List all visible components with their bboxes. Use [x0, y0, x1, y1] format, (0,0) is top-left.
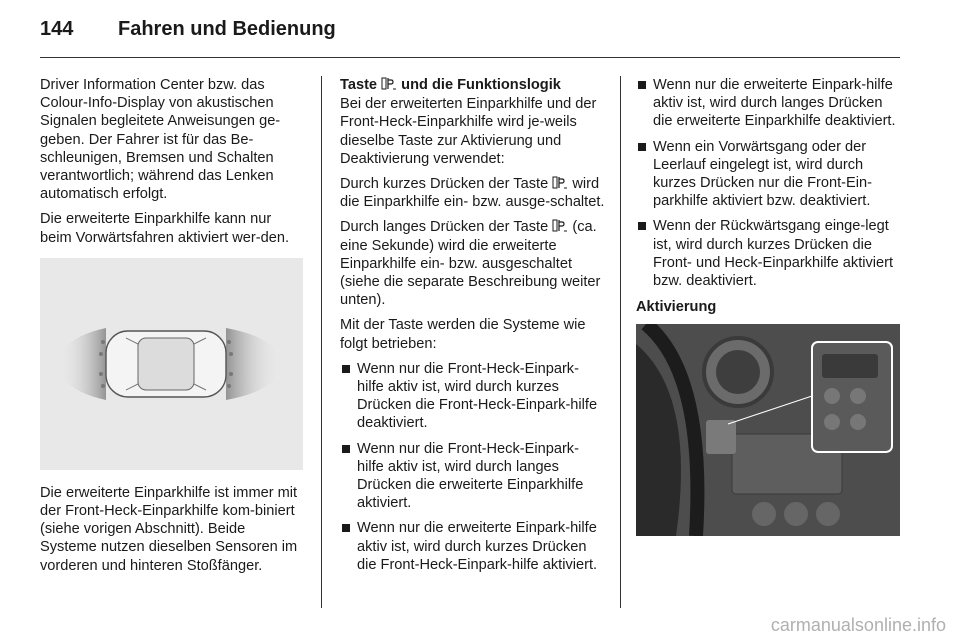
paragraph-text: Durch kurzes Drücken der Taste — [340, 176, 549, 193]
paragraph: Driver Information Center bzw. das Colour-Info-Display von akustischen Signalen begleitete Anweisungen ge-geben. Der Fahrer ist für das Be-schleunigen, Bremsen und Schalten verantwortlich; während das Lenken automatisch erfolgt. — [40, 77, 281, 203]
list-item — [636, 76, 904, 131]
section-heading: Aktivierung — [636, 299, 717, 316]
list-item-text: Wenn nur die erweiterte Einpark-hilfe aktiv ist, wird durch langes Drücken die erweiterte Einparkhilfe deaktiviert. — [653, 77, 896, 130]
page-number: 144 — [40, 18, 74, 40]
subheading-text: Taste — [340, 77, 378, 93]
list-item — [340, 440, 605, 513]
subheading — [340, 76, 605, 94]
page-title: Fahren und Bedienung — [118, 18, 336, 40]
list-item-text: Wenn nur die Front-Heck-Einpark-hilfe aktiv ist, wird durch kurzes Drücken die Front-Heck-Einpark-hilfe deaktiviert. — [357, 360, 598, 432]
list-item — [340, 360, 605, 433]
column-divider — [620, 76, 621, 608]
bullet-list — [340, 360, 605, 574]
list-item-text: Wenn ein Vorwärtsgang oder der Leerlauf eingelegt ist, wird durch kurzes Drücken nur die Front-Ein-parkhilfe aktiviert bzw. deaktiviert. — [653, 138, 872, 210]
list-item — [636, 217, 904, 290]
paragraph: Mit der Taste werden die Systeme wie folgt betrieben: — [340, 317, 586, 352]
paragraph-text: Durch langes Drücken der Taste — [340, 219, 549, 236]
bullet-square-icon — [342, 445, 350, 453]
paragraph: Bei der erweiterten Einparkhilfe und der Front-Heck-Einparkhilfe wird je-weils dieselbe Taste zur Aktivierung und Deaktivierung verwendet: — [340, 96, 597, 167]
dashboard-illustration — [636, 324, 900, 536]
paragraph — [340, 218, 605, 309]
paragraph — [340, 175, 605, 211]
bullet-square-icon — [342, 365, 350, 373]
parking-sensor-diagram — [40, 258, 303, 470]
column-divider — [321, 76, 322, 608]
list-item-text: Wenn nur die Front-Heck-Einpark-hilfe aktiv ist, wird durch langes Drücken die erweiterte Einparkhilfe aktiviert. — [357, 440, 584, 512]
column-left — [40, 76, 305, 582]
list-item-text: Wenn nur die erweiterte Einpark-hilfe aktiv ist, wird durch kurzes Drücken die Front-Heck-Einpark-hilfe aktiviert. — [357, 520, 598, 573]
paragraph-text: wird die Einparkhilfe ein- bzw. ausge-schaltet. — [340, 176, 605, 211]
car-top-view-illustration — [40, 258, 303, 470]
list-item-text: Wenn der Rückwärtsgang einge-legt ist, wird durch kurzes Drücken die Front- und Heck-Einparkhilfe aktiviert bzw. deaktiviert. — [653, 218, 894, 290]
column-right — [636, 76, 904, 536]
bullet-square-icon — [638, 81, 646, 89]
page-header — [40, 18, 900, 48]
dashboard-photo — [636, 324, 900, 536]
watermark: carmanualsonline.info — [770, 615, 946, 635]
column-middle — [340, 76, 605, 581]
header-rule — [40, 57, 900, 58]
parking-button-icon — [381, 77, 397, 90]
subheading-text: und die Funktionslogik — [401, 77, 561, 93]
paragraph: Die erweiterte Einparkhilfe kann nur beim Vorwärtsfahren aktiviert wer-den. — [40, 211, 290, 246]
list-item — [340, 519, 605, 574]
list-item — [636, 138, 904, 211]
paragraph-text: (ca. eine Sekunde) wird die erweiterte Einparkhilfe ein- bzw. ausgeschaltet (siehe die separate Beschreibung weiter unten). — [340, 219, 601, 309]
bullet-square-icon — [638, 222, 646, 230]
paragraph: Die erweiterte Einparkhilfe ist immer mit der Front-Heck-Einparkhilfe kom-biniert (siehe vorigen Abschnitt). Beide Systeme nutzen dieselben Sensoren im vorderen und hinteren Stoßfänger. — [40, 484, 298, 574]
bullet-square-icon — [342, 524, 350, 532]
parking-button-icon — [552, 176, 568, 189]
bullet-square-icon — [638, 143, 646, 151]
parking-button-icon — [552, 219, 568, 232]
bullet-list — [636, 76, 904, 290]
